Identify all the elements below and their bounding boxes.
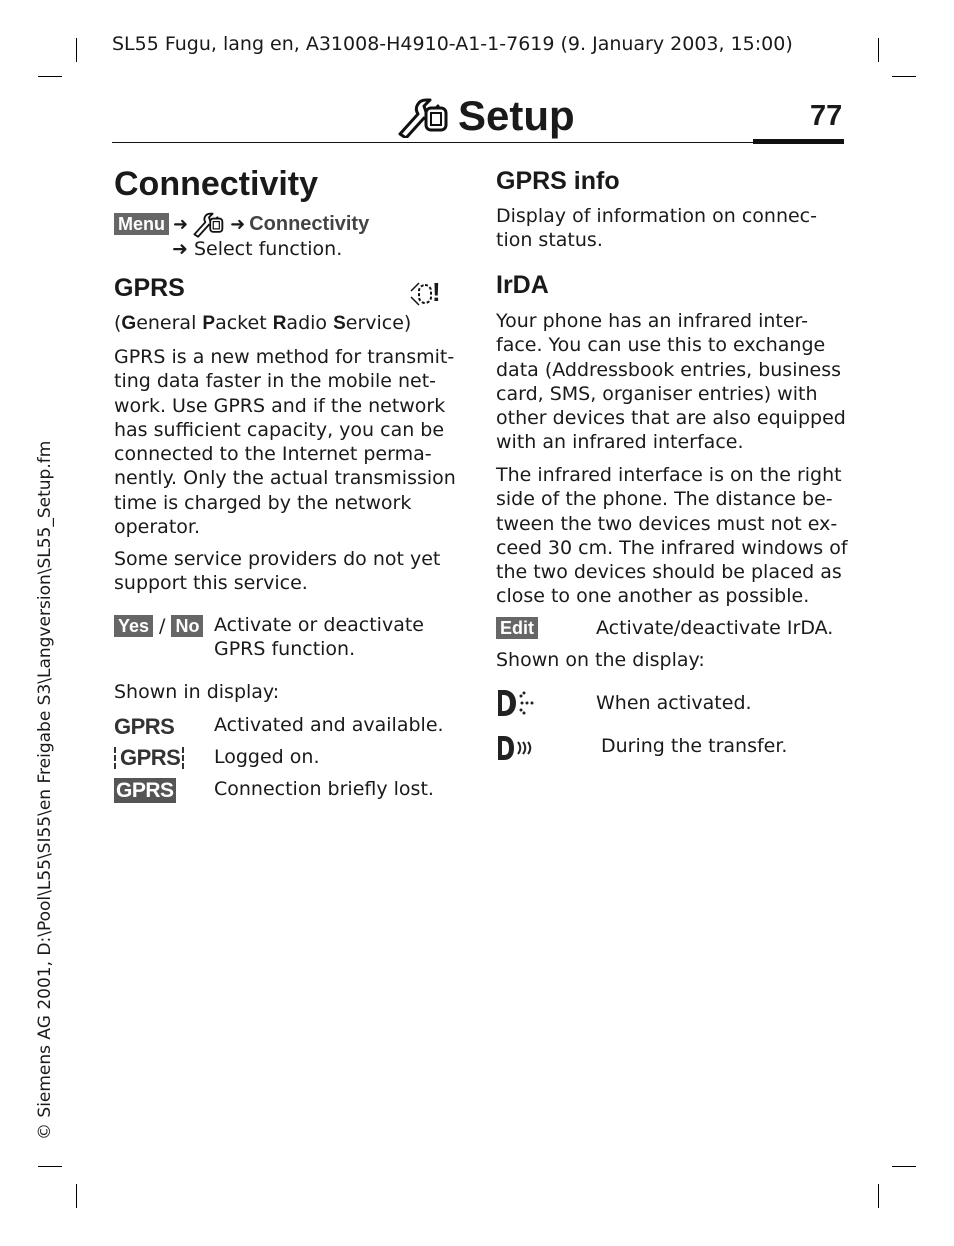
- section-title: Setup: [458, 92, 575, 139]
- letter-p: P: [202, 313, 216, 334]
- side-file-path-text: © Siemens AG 2001, D:\Pool\L55\SI55\en Freigabe S3\Langversion\SL55_Setup.fm: [35, 440, 55, 1140]
- source-line: SL55 Fugu, lang en, A31008-H4910-A1-1-7619 (9. January 2003, 15:00): [112, 33, 793, 55]
- text-line: connected to the Internet perma-: [114, 443, 432, 466]
- text-line: GPRS is a new method for transmit-: [114, 346, 455, 368]
- text-line: Activate or deactivate: [214, 614, 424, 636]
- text-line: card, SMS, organiser entries) with: [496, 382, 818, 405]
- text-line: tween the two devices must not ex-: [496, 512, 838, 535]
- path-select: ➜ Select function.: [172, 238, 343, 260]
- gprs-lost-desc: Connection briefly lost.: [214, 778, 434, 800]
- gprs-logged-on-desc: Logged on.: [214, 746, 320, 768]
- crop-mark: [878, 1184, 879, 1208]
- text-line: Display of information on connec-: [496, 205, 817, 227]
- edit-key[interactable]: Edit: [496, 617, 538, 639]
- text-line: with an infrared interface.: [496, 431, 744, 454]
- yes-key[interactable]: Yes: [114, 615, 153, 637]
- connectivity-title: Connectivity: [114, 165, 319, 203]
- text-line: Some service providers do not yet: [114, 548, 441, 570]
- text-line: time is charged by the network: [114, 491, 412, 514]
- no-key[interactable]: No: [171, 615, 203, 637]
- text-line: the two devices should be placed as: [496, 561, 842, 584]
- text-line: GPRS function.: [214, 638, 356, 661]
- paren-open: (: [114, 312, 122, 334]
- setup-small-icon: [192, 210, 226, 238]
- text-line: support this service.: [114, 572, 308, 595]
- crop-mark: [878, 38, 879, 62]
- gprs-logged-on-text: GPRS: [120, 745, 181, 770]
- key-separator: /: [159, 614, 166, 637]
- gprs-keys-desc: [214, 613, 424, 662]
- text-line: has sufficient capacity, you can be: [114, 418, 445, 441]
- word-eneral: eneral: [136, 312, 203, 334]
- text-line: face. You can use this to exchange: [496, 334, 826, 357]
- text-line: ting data faster in the mobile net-: [114, 370, 437, 393]
- crop-mark: [38, 76, 62, 77]
- text-line: Your phone has an infrared inter-: [496, 310, 809, 332]
- gprs-paragraph-1: [114, 345, 459, 539]
- letter-r: R: [272, 313, 287, 334]
- page-number-bar: [753, 139, 844, 144]
- menu-key[interactable]: Menu: [114, 213, 169, 235]
- word-adio: adio: [286, 312, 334, 334]
- edit-desc: Activate/deactivate IrDA.: [596, 617, 834, 639]
- path-arrow: ➜: [230, 213, 246, 235]
- text-line: tion status.: [496, 229, 603, 252]
- side-file-path: [34, 440, 56, 1140]
- text-line: work. Use GPRS and if the network: [114, 394, 446, 417]
- irda-heading: IrDA: [496, 271, 549, 299]
- page-number: 77: [810, 100, 843, 132]
- letter-g: G: [121, 313, 137, 334]
- text-line: operator.: [114, 516, 201, 539]
- gprs-available-icon: GPRS: [114, 714, 175, 739]
- path-arrow: ➜: [173, 213, 189, 235]
- gprs-heading: GPRS: [114, 274, 185, 302]
- irda-transfer-icon: [496, 734, 538, 762]
- text-line: The infrared interface is on the right: [496, 464, 842, 486]
- crop-mark: [892, 76, 916, 77]
- irda-paragraph-2: [496, 463, 848, 609]
- irda-activated-icon: [496, 688, 538, 718]
- crop-mark: [892, 1166, 916, 1167]
- gprs-info-text: [496, 204, 817, 253]
- shown-in-display-label: Shown in display:: [114, 681, 280, 703]
- crop-mark: [38, 1166, 62, 1167]
- text-line: ceed 30 cm. The infrared windows of: [496, 536, 848, 559]
- header-rule: [112, 142, 844, 143]
- crop-mark: [76, 38, 77, 62]
- path-target: Connectivity: [249, 212, 370, 235]
- shown-on-display-label: Shown on the display:: [496, 649, 705, 671]
- irda-paragraph-1: [496, 309, 846, 455]
- letter-s: S: [333, 313, 346, 334]
- irda-transfer-desc: During the transfer.: [601, 735, 788, 757]
- edit-key-wrap: [496, 617, 538, 639]
- gprs-logged-on-icon: [114, 744, 186, 772]
- exclaim-mark: !: [432, 277, 441, 307]
- text-line: other devices that are also equipped: [496, 407, 846, 430]
- irda-activated-desc: When activated.: [596, 692, 752, 714]
- menu-path: [114, 210, 454, 260]
- text-line: nently. Only the actual transmission: [114, 467, 456, 490]
- gprs-paragraph-2: [114, 547, 459, 596]
- gprs-available-desc: Activated and available.: [214, 714, 444, 736]
- gprs-lost-icon: GPRS: [116, 779, 174, 802]
- text-line: data (Addressbook entries, business: [496, 358, 842, 381]
- text-line: side of the phone. The distance be-: [496, 488, 833, 511]
- setup-icon: [396, 96, 452, 138]
- word-ervice: ervice): [345, 312, 412, 334]
- crop-mark: [76, 1184, 77, 1208]
- gprs-expansion: [114, 311, 411, 336]
- gprs-info-heading: GPRS info: [496, 167, 620, 195]
- gprs-keys: [114, 614, 203, 638]
- text-line: close to one another as possible.: [496, 585, 810, 608]
- word-acket: acket: [215, 312, 273, 334]
